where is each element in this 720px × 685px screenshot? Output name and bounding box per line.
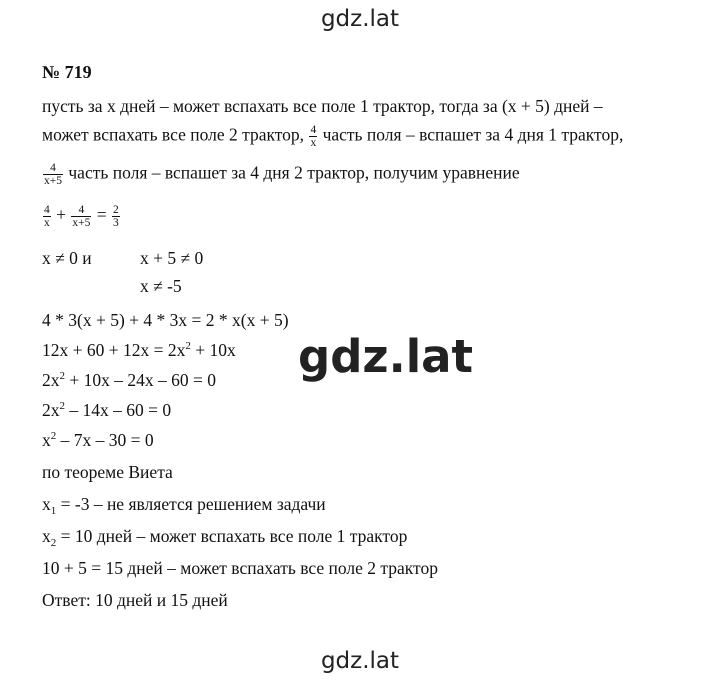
- fraction-numerator: 4: [310, 124, 317, 136]
- step-2-left: 12х + 60 + 12х = 2х: [42, 340, 186, 360]
- fraction-denominator: x: [310, 137, 317, 149]
- fraction-numerator: 4: [44, 204, 50, 216]
- text-line-3: [42, 162, 520, 187]
- fraction-denominator: x+5: [44, 175, 62, 187]
- step-4-right: – 14х – 60 = 0: [65, 400, 172, 420]
- step-3-right: + 10х – 24х – 60 = 0: [65, 370, 216, 390]
- root-1-var: х: [42, 494, 51, 514]
- step-1: 4 * 3(х + 5) + 4 * 3х = 2 * х(х + 5): [42, 310, 289, 330]
- site-footer: gdz.lat: [320, 648, 400, 674]
- text-line-2-end: часть поля – вспашет за 4 дня 1 трактор,: [322, 124, 624, 145]
- step-3: [42, 370, 216, 391]
- eq-fraction-2: [71, 204, 91, 229]
- fraction-denominator: 3: [113, 217, 119, 229]
- root-1-text: = -3 – не является решением задачи: [56, 494, 326, 514]
- fraction-numerator: 2: [113, 204, 119, 216]
- step-5: [42, 430, 154, 451]
- text-line-2-start: может вспахать все поле 2 трактор,: [42, 124, 305, 145]
- site-header: gdz.lat: [320, 6, 400, 32]
- root-2-var: х: [42, 526, 51, 546]
- eq-plus: +: [56, 204, 66, 225]
- exponent: 2: [59, 370, 65, 382]
- step-5-left: х: [42, 430, 51, 450]
- root-2-text: = 10 дней – может вспахать все поле 1 трактор: [56, 526, 408, 546]
- exponent: 2: [185, 340, 191, 352]
- watermark: gdz.lat: [298, 330, 474, 383]
- step-2-right: + 10х: [190, 340, 236, 360]
- fraction-numerator: 4: [50, 162, 56, 174]
- text-line-2: [42, 124, 623, 149]
- answer-line: Ответ: 10 дней и 15 дней: [42, 590, 228, 610]
- exponent: 2: [50, 430, 57, 442]
- subscript: 2: [50, 537, 57, 549]
- condition-x: х ≠ 0 и: [42, 248, 92, 268]
- subscript: 1: [50, 505, 57, 517]
- condition-x-plus-5: х + 5 ≠ 0: [140, 248, 204, 268]
- step-3-left: 2х: [42, 370, 60, 390]
- eq-equals: =: [96, 204, 107, 225]
- fraction-numerator: 4: [78, 204, 85, 216]
- eq-fraction-3: [112, 204, 120, 229]
- condition-x-not-minus-5: х ≠ -5: [140, 276, 182, 296]
- root-2: [42, 526, 407, 547]
- problem-number: № 719: [42, 62, 92, 82]
- fraction-4-over-x: [309, 124, 317, 149]
- root-1: [42, 494, 326, 515]
- vieta-line: по теореме Виета: [42, 462, 173, 482]
- fraction-denominator: x: [44, 217, 50, 229]
- text-line-1: пусть за х дней – может вспахать все поле 1 трактор, тогда за (х + 5) дней –: [42, 96, 603, 116]
- step-4-left: 2х: [42, 400, 60, 420]
- step-4: [42, 400, 171, 421]
- fraction-denominator: x+5: [72, 217, 91, 229]
- fraction-4-over-x-plus-5: [43, 162, 63, 187]
- eq-fraction-1: [43, 204, 51, 229]
- step-2: [42, 340, 236, 361]
- sum-line: 10 + 5 = 15 дней – может вспахать все поле 2 трактор: [42, 558, 438, 578]
- step-5-right: – 7х – 30 = 0: [56, 430, 154, 450]
- exponent: 2: [59, 400, 65, 412]
- text-line-3-text: часть поля – вспашет за 4 дня 2 трактор, получим уравнение: [68, 162, 520, 183]
- equation-line: [42, 204, 121, 229]
